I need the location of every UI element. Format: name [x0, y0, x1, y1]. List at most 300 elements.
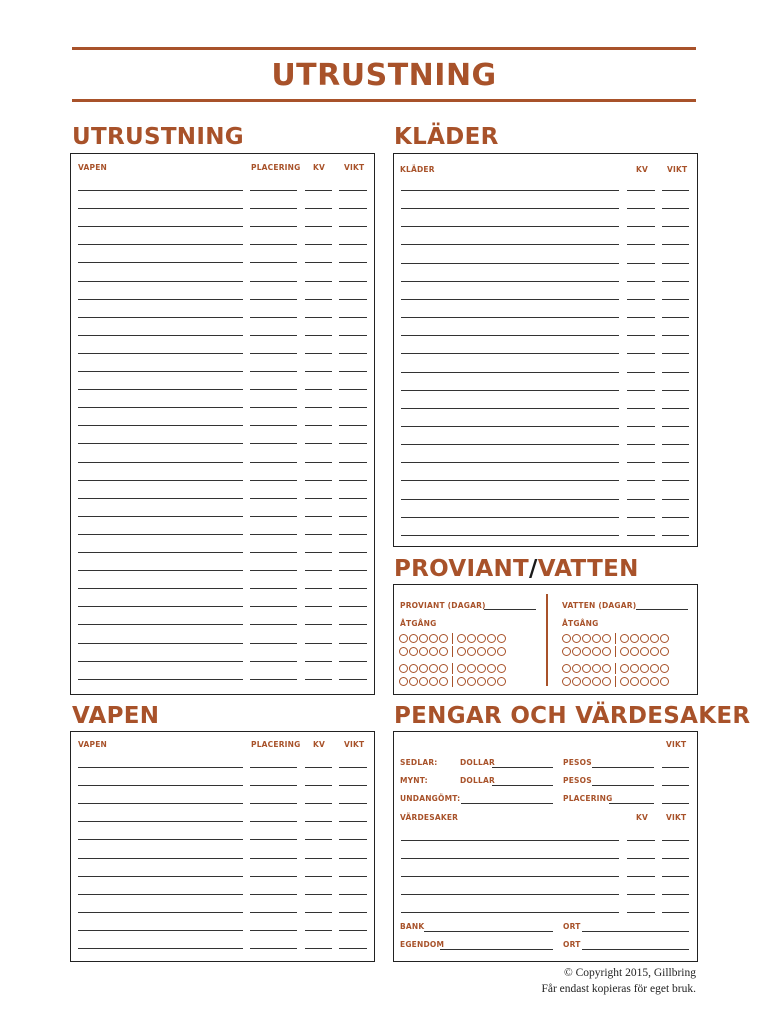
klader-row-11-klader[interactable] — [401, 372, 619, 373]
klader-row-11-vikt[interactable] — [662, 372, 689, 373]
klader-row-3-vikt[interactable] — [662, 226, 689, 227]
klader-row-12-klader[interactable] — [401, 390, 619, 391]
vatten-checkbox-circle[interactable] — [572, 664, 581, 673]
klader-row-5-kv[interactable] — [627, 263, 655, 264]
utrustning-row-7-placering[interactable] — [250, 299, 297, 300]
vapen-row-2-placering[interactable] — [250, 785, 297, 786]
vatten-checkbox-circle[interactable] — [660, 647, 669, 656]
utrustning-row-7-vapen[interactable] — [78, 299, 243, 300]
utrustning-row-5-vikt[interactable] — [339, 262, 367, 263]
vatten-checkbox-circle[interactable] — [650, 664, 659, 673]
vapen-row-8-vikt[interactable] — [339, 894, 367, 895]
klader-row-14-vikt[interactable] — [662, 426, 689, 427]
vapen-row-6-kv[interactable] — [305, 858, 332, 859]
vardesaker-row-3-kv[interactable] — [627, 876, 655, 877]
klader-row-6-vikt[interactable] — [662, 281, 689, 282]
utrustning-row-17-vapen[interactable] — [78, 480, 243, 481]
vatten-checkbox-circle[interactable] — [620, 664, 629, 673]
utrustning-row-2-vikt[interactable] — [339, 208, 367, 209]
vapen-row-3-placering[interactable] — [250, 803, 297, 804]
vardesaker-row-1-vikt[interactable] — [662, 840, 689, 841]
utrustning-row-13-vikt[interactable] — [339, 407, 367, 408]
klader-row-12-kv[interactable] — [627, 390, 655, 391]
utrustning-row-4-placering[interactable] — [250, 244, 297, 245]
utrustning-row-25-placering[interactable] — [250, 624, 297, 625]
vatten-checkbox-circle[interactable] — [660, 634, 669, 643]
utrustning-row-9-vapen[interactable] — [78, 335, 243, 336]
utrustning-row-6-placering[interactable] — [250, 281, 297, 282]
sedlar-dollar-line[interactable] — [492, 767, 553, 768]
proviant-checkbox-circle[interactable] — [477, 634, 486, 643]
utrustning-row-1-vikt[interactable] — [339, 190, 367, 191]
proviant-checkbox-circle[interactable] — [487, 677, 496, 686]
utrustning-row-22-placering[interactable] — [250, 570, 297, 571]
utrustning-row-27-vapen[interactable] — [78, 661, 243, 662]
utrustning-row-11-vikt[interactable] — [339, 371, 367, 372]
vapen-row-4-kv[interactable] — [305, 821, 332, 822]
vatten-checkbox-circle[interactable] — [572, 677, 581, 686]
proviant-checkbox-circle[interactable] — [497, 677, 506, 686]
klader-row-4-kv[interactable] — [627, 244, 655, 245]
vapen-row-11-vapen[interactable] — [78, 948, 243, 949]
proviant-checkbox-circle[interactable] — [439, 677, 448, 686]
utrustning-row-12-vikt[interactable] — [339, 389, 367, 390]
vapen-row-8-placering[interactable] — [250, 894, 297, 895]
utrustning-row-4-vikt[interactable] — [339, 244, 367, 245]
vatten-checkbox-circle[interactable] — [602, 664, 611, 673]
klader-row-13-kv[interactable] — [627, 408, 655, 409]
vapen-row-7-kv[interactable] — [305, 876, 332, 877]
vatten-checkbox-circle[interactable] — [640, 664, 649, 673]
vapen-row-7-vapen[interactable] — [78, 876, 243, 877]
proviant-checkbox-circle[interactable] — [419, 634, 428, 643]
klader-row-9-vikt[interactable] — [662, 335, 689, 336]
utrustning-row-22-vikt[interactable] — [339, 570, 367, 571]
utrustning-row-14-vikt[interactable] — [339, 425, 367, 426]
utrustning-row-22-vapen[interactable] — [78, 570, 243, 571]
utrustning-row-12-kv[interactable] — [305, 389, 332, 390]
mynt-dollar-line[interactable] — [492, 785, 553, 786]
proviant-checkbox-circle[interactable] — [409, 634, 418, 643]
proviant-checkbox-circle[interactable] — [439, 647, 448, 656]
utrustning-row-23-vikt[interactable] — [339, 588, 367, 589]
proviant-checkbox-circle[interactable] — [477, 647, 486, 656]
utrustning-row-27-vikt[interactable] — [339, 661, 367, 662]
vapen-row-8-kv[interactable] — [305, 894, 332, 895]
utrustning-row-25-vapen[interactable] — [78, 624, 243, 625]
undangomt-line[interactable] — [461, 803, 553, 804]
vatten-checkbox-circle[interactable] — [640, 647, 649, 656]
utrustning-row-10-kv[interactable] — [305, 353, 332, 354]
utrustning-row-23-placering[interactable] — [250, 588, 297, 589]
utrustning-row-21-vikt[interactable] — [339, 552, 367, 553]
proviant-checkbox-circle[interactable] — [487, 664, 496, 673]
proviant-checkbox-circle[interactable] — [409, 647, 418, 656]
vatten-checkbox-circle[interactable] — [630, 647, 639, 656]
vatten-checkbox-circle[interactable] — [562, 677, 571, 686]
utrustning-row-2-kv[interactable] — [305, 208, 332, 209]
bank-line[interactable] — [424, 931, 553, 932]
proviant-checkbox-circle[interactable] — [487, 634, 496, 643]
mynt-vikt-line[interactable] — [662, 785, 689, 786]
proviant-checkbox-circle[interactable] — [487, 647, 496, 656]
proviant-checkbox-circle[interactable] — [457, 677, 466, 686]
klader-row-8-kv[interactable] — [627, 317, 655, 318]
utrustning-row-27-placering[interactable] — [250, 661, 297, 662]
klader-row-8-klader[interactable] — [401, 317, 619, 318]
undangomt-vikt-line[interactable] — [662, 803, 689, 804]
klader-row-5-klader[interactable] — [401, 263, 619, 264]
vatten-checkbox-circle[interactable] — [620, 634, 629, 643]
vapen-row-6-vapen[interactable] — [78, 858, 243, 859]
klader-row-1-vikt[interactable] — [662, 190, 689, 191]
vardesaker-row-4-vikt[interactable] — [662, 894, 689, 895]
utrustning-row-6-vapen[interactable] — [78, 281, 243, 282]
klader-row-17-klader[interactable] — [401, 480, 619, 481]
vatten-checkbox-circle[interactable] — [620, 677, 629, 686]
vatten-checkbox-circle[interactable] — [592, 664, 601, 673]
vapen-row-10-vapen[interactable] — [78, 930, 243, 931]
proviant-checkbox-circle[interactable] — [467, 677, 476, 686]
utrustning-row-7-kv[interactable] — [305, 299, 332, 300]
klader-row-13-klader[interactable] — [401, 408, 619, 409]
utrustning-row-18-vikt[interactable] — [339, 498, 367, 499]
vatten-checkbox-circle[interactable] — [620, 647, 629, 656]
klader-row-10-vikt[interactable] — [662, 353, 689, 354]
utrustning-row-1-kv[interactable] — [305, 190, 332, 191]
vapen-row-5-vapen[interactable] — [78, 839, 243, 840]
proviant-checkbox-circle[interactable] — [399, 647, 408, 656]
utrustning-row-5-kv[interactable] — [305, 262, 332, 263]
utrustning-row-20-placering[interactable] — [250, 534, 297, 535]
utrustning-row-17-vikt[interactable] — [339, 480, 367, 481]
utrustning-row-9-kv[interactable] — [305, 335, 332, 336]
klader-row-7-klader[interactable] — [401, 299, 619, 300]
vatten-checkbox-circle[interactable] — [660, 664, 669, 673]
utrustning-row-24-vikt[interactable] — [339, 606, 367, 607]
klader-row-15-vikt[interactable] — [662, 444, 689, 445]
vapen-row-9-vapen[interactable] — [78, 912, 243, 913]
klader-row-15-klader[interactable] — [401, 444, 619, 445]
utrustning-row-8-vapen[interactable] — [78, 317, 243, 318]
proviant-checkbox-circle[interactable] — [439, 664, 448, 673]
bank-ort-line[interactable] — [582, 931, 689, 932]
vatten-checkbox-circle[interactable] — [630, 677, 639, 686]
vatten-checkbox-circle[interactable] — [592, 647, 601, 656]
utrustning-row-28-placering[interactable] — [250, 679, 297, 680]
klader-row-2-kv[interactable] — [627, 208, 655, 209]
utrustning-row-6-kv[interactable] — [305, 281, 332, 282]
vatten-checkbox-circle[interactable] — [602, 634, 611, 643]
klader-row-20-klader[interactable] — [401, 535, 619, 536]
utrustning-row-11-kv[interactable] — [305, 371, 332, 372]
klader-row-19-kv[interactable] — [627, 517, 655, 518]
vardesaker-row-3-vikt[interactable] — [662, 876, 689, 877]
sedlar-vikt-line[interactable] — [662, 767, 689, 768]
egendom-ort-line[interactable] — [582, 949, 689, 950]
vapen-row-5-vikt[interactable] — [339, 839, 367, 840]
klader-row-11-kv[interactable] — [627, 372, 655, 373]
utrustning-row-19-placering[interactable] — [250, 516, 297, 517]
utrustning-row-12-placering[interactable] — [250, 389, 297, 390]
utrustning-row-20-vapen[interactable] — [78, 534, 243, 535]
klader-row-17-vikt[interactable] — [662, 480, 689, 481]
vatten-dagar-line[interactable] — [636, 609, 688, 610]
utrustning-row-10-vikt[interactable] — [339, 353, 367, 354]
vapen-row-2-vapen[interactable] — [78, 785, 243, 786]
utrustning-row-18-placering[interactable] — [250, 498, 297, 499]
utrustning-row-26-placering[interactable] — [250, 643, 297, 644]
utrustning-row-15-vapen[interactable] — [78, 443, 243, 444]
utrustning-row-28-kv[interactable] — [305, 679, 332, 680]
vatten-checkbox-circle[interactable] — [640, 634, 649, 643]
vapen-row-3-vikt[interactable] — [339, 803, 367, 804]
vatten-checkbox-circle[interactable] — [562, 664, 571, 673]
utrustning-row-11-placering[interactable] — [250, 371, 297, 372]
klader-row-18-vikt[interactable] — [662, 499, 689, 500]
vardesaker-row-2-vardesaker[interactable] — [401, 858, 619, 859]
utrustning-row-19-vikt[interactable] — [339, 516, 367, 517]
vardesaker-row-1-vardesaker[interactable] — [401, 840, 619, 841]
vapen-row-11-vikt[interactable] — [339, 948, 367, 949]
utrustning-row-17-kv[interactable] — [305, 480, 332, 481]
vapen-row-5-placering[interactable] — [250, 839, 297, 840]
utrustning-row-3-vapen[interactable] — [78, 226, 243, 227]
vapen-row-3-vapen[interactable] — [78, 803, 243, 804]
klader-row-10-kv[interactable] — [627, 353, 655, 354]
utrustning-row-4-kv[interactable] — [305, 244, 332, 245]
klader-row-19-vikt[interactable] — [662, 517, 689, 518]
utrustning-row-2-vapen[interactable] — [78, 208, 243, 209]
vatten-checkbox-circle[interactable] — [650, 647, 659, 656]
klader-row-4-klader[interactable] — [401, 244, 619, 245]
klader-row-14-klader[interactable] — [401, 426, 619, 427]
vardesaker-row-3-vardesaker[interactable] — [401, 876, 619, 877]
vapen-row-7-vikt[interactable] — [339, 876, 367, 877]
vatten-checkbox-circle[interactable] — [602, 647, 611, 656]
utrustning-row-15-vikt[interactable] — [339, 443, 367, 444]
vapen-row-10-kv[interactable] — [305, 930, 332, 931]
proviant-checkbox-circle[interactable] — [399, 634, 408, 643]
utrustning-row-13-vapen[interactable] — [78, 407, 243, 408]
klader-row-16-kv[interactable] — [627, 462, 655, 463]
utrustning-row-10-vapen[interactable] — [78, 353, 243, 354]
utrustning-row-20-vikt[interactable] — [339, 534, 367, 535]
proviant-checkbox-circle[interactable] — [439, 634, 448, 643]
vatten-checkbox-circle[interactable] — [592, 677, 601, 686]
proviant-checkbox-circle[interactable] — [419, 677, 428, 686]
vapen-row-9-vikt[interactable] — [339, 912, 367, 913]
klader-row-4-vikt[interactable] — [662, 244, 689, 245]
vatten-checkbox-circle[interactable] — [592, 634, 601, 643]
vardesaker-row-2-kv[interactable] — [627, 858, 655, 859]
sedlar-pesos-line[interactable] — [592, 767, 654, 768]
proviant-checkbox-circle[interactable] — [409, 664, 418, 673]
utrustning-row-23-kv[interactable] — [305, 588, 332, 589]
utrustning-row-24-placering[interactable] — [250, 606, 297, 607]
utrustning-row-23-vapen[interactable] — [78, 588, 243, 589]
klader-row-6-kv[interactable] — [627, 281, 655, 282]
klader-row-18-klader[interactable] — [401, 499, 619, 500]
utrustning-row-1-placering[interactable] — [250, 190, 297, 191]
proviant-checkbox-circle[interactable] — [497, 664, 506, 673]
utrustning-row-19-kv[interactable] — [305, 516, 332, 517]
utrustning-row-18-vapen[interactable] — [78, 498, 243, 499]
proviant-checkbox-circle[interactable] — [429, 677, 438, 686]
proviant-checkbox-circle[interactable] — [409, 677, 418, 686]
utrustning-row-10-placering[interactable] — [250, 353, 297, 354]
vardesaker-row-1-kv[interactable] — [627, 840, 655, 841]
vapen-row-4-vapen[interactable] — [78, 821, 243, 822]
vapen-row-9-placering[interactable] — [250, 912, 297, 913]
vapen-row-1-vapen[interactable] — [78, 767, 243, 768]
utrustning-row-26-vapen[interactable] — [78, 643, 243, 644]
utrustning-row-6-vikt[interactable] — [339, 281, 367, 282]
klader-row-1-kv[interactable] — [627, 190, 655, 191]
utrustning-row-13-placering[interactable] — [250, 407, 297, 408]
utrustning-row-4-vapen[interactable] — [78, 244, 243, 245]
vatten-checkbox-circle[interactable] — [562, 634, 571, 643]
klader-row-10-klader[interactable] — [401, 353, 619, 354]
klader-row-1-klader[interactable] — [401, 190, 619, 191]
utrustning-row-1-vapen[interactable] — [78, 190, 243, 191]
klader-row-17-kv[interactable] — [627, 480, 655, 481]
klader-row-15-kv[interactable] — [627, 444, 655, 445]
klader-row-9-klader[interactable] — [401, 335, 619, 336]
vatten-checkbox-circle[interactable] — [630, 634, 639, 643]
utrustning-row-21-vapen[interactable] — [78, 552, 243, 553]
proviant-checkbox-circle[interactable] — [419, 647, 428, 656]
klader-row-7-kv[interactable] — [627, 299, 655, 300]
vapen-row-11-placering[interactable] — [250, 948, 297, 949]
klader-row-18-kv[interactable] — [627, 499, 655, 500]
klader-row-3-kv[interactable] — [627, 226, 655, 227]
proviant-checkbox-circle[interactable] — [429, 664, 438, 673]
klader-row-20-kv[interactable] — [627, 535, 655, 536]
proviant-checkbox-circle[interactable] — [477, 664, 486, 673]
vardesaker-row-2-vikt[interactable] — [662, 858, 689, 859]
utrustning-row-3-placering[interactable] — [250, 226, 297, 227]
klader-row-5-vikt[interactable] — [662, 263, 689, 264]
utrustning-row-16-vapen[interactable] — [78, 462, 243, 463]
utrustning-row-14-kv[interactable] — [305, 425, 332, 426]
utrustning-row-16-kv[interactable] — [305, 462, 332, 463]
vardesaker-row-4-vardesaker[interactable] — [401, 894, 619, 895]
vapen-row-1-kv[interactable] — [305, 767, 332, 768]
utrustning-row-22-kv[interactable] — [305, 570, 332, 571]
proviant-checkbox-circle[interactable] — [497, 634, 506, 643]
vapen-row-1-placering[interactable] — [250, 767, 297, 768]
proviant-checkbox-circle[interactable] — [429, 634, 438, 643]
proviant-checkbox-circle[interactable] — [497, 647, 506, 656]
vatten-checkbox-circle[interactable] — [572, 647, 581, 656]
utrustning-row-8-kv[interactable] — [305, 317, 332, 318]
utrustning-row-15-placering[interactable] — [250, 443, 297, 444]
vapen-row-2-vikt[interactable] — [339, 785, 367, 786]
vapen-row-6-placering[interactable] — [250, 858, 297, 859]
klader-row-19-klader[interactable] — [401, 517, 619, 518]
proviant-checkbox-circle[interactable] — [457, 664, 466, 673]
klader-row-16-vikt[interactable] — [662, 462, 689, 463]
utrustning-row-5-placering[interactable] — [250, 262, 297, 263]
utrustning-row-25-vikt[interactable] — [339, 624, 367, 625]
vatten-checkbox-circle[interactable] — [640, 677, 649, 686]
utrustning-row-12-vapen[interactable] — [78, 389, 243, 390]
egendom-line[interactable] — [440, 949, 553, 950]
utrustning-row-16-vikt[interactable] — [339, 462, 367, 463]
klader-row-6-klader[interactable] — [401, 281, 619, 282]
vapen-row-10-placering[interactable] — [250, 930, 297, 931]
utrustning-row-13-kv[interactable] — [305, 407, 332, 408]
utrustning-row-8-placering[interactable] — [250, 317, 297, 318]
utrustning-row-26-kv[interactable] — [305, 643, 332, 644]
vapen-row-4-placering[interactable] — [250, 821, 297, 822]
klader-row-3-klader[interactable] — [401, 226, 619, 227]
utrustning-row-16-placering[interactable] — [250, 462, 297, 463]
vapen-row-11-kv[interactable] — [305, 948, 332, 949]
utrustning-row-7-vikt[interactable] — [339, 299, 367, 300]
vapen-row-5-kv[interactable] — [305, 839, 332, 840]
vardesaker-row-5-vardesaker[interactable] — [401, 912, 619, 913]
klader-row-7-vikt[interactable] — [662, 299, 689, 300]
vatten-checkbox-circle[interactable] — [582, 634, 591, 643]
proviant-checkbox-circle[interactable] — [467, 664, 476, 673]
vatten-checkbox-circle[interactable] — [572, 634, 581, 643]
utrustning-row-27-kv[interactable] — [305, 661, 332, 662]
vapen-row-1-vikt[interactable] — [339, 767, 367, 768]
vatten-checkbox-circle[interactable] — [650, 677, 659, 686]
utrustning-row-14-vapen[interactable] — [78, 425, 243, 426]
klader-row-16-klader[interactable] — [401, 462, 619, 463]
klader-row-14-kv[interactable] — [627, 426, 655, 427]
utrustning-row-24-vapen[interactable] — [78, 606, 243, 607]
vapen-row-9-kv[interactable] — [305, 912, 332, 913]
utrustning-row-26-vikt[interactable] — [339, 643, 367, 644]
utrustning-row-19-vapen[interactable] — [78, 516, 243, 517]
utrustning-row-18-kv[interactable] — [305, 498, 332, 499]
utrustning-row-21-kv[interactable] — [305, 552, 332, 553]
vatten-checkbox-circle[interactable] — [660, 677, 669, 686]
vapen-row-3-kv[interactable] — [305, 803, 332, 804]
proviant-checkbox-circle[interactable] — [477, 677, 486, 686]
utrustning-row-28-vapen[interactable] — [78, 679, 243, 680]
utrustning-row-3-kv[interactable] — [305, 226, 332, 227]
proviant-checkbox-circle[interactable] — [457, 634, 466, 643]
proviant-checkbox-circle[interactable] — [399, 677, 408, 686]
vatten-checkbox-circle[interactable] — [582, 664, 591, 673]
mynt-pesos-line[interactable] — [592, 785, 654, 786]
vapen-row-6-vikt[interactable] — [339, 858, 367, 859]
proviant-checkbox-circle[interactable] — [457, 647, 466, 656]
utrustning-row-15-kv[interactable] — [305, 443, 332, 444]
utrustning-row-17-placering[interactable] — [250, 480, 297, 481]
vapen-row-10-vikt[interactable] — [339, 930, 367, 931]
utrustning-row-20-kv[interactable] — [305, 534, 332, 535]
placering-line[interactable] — [609, 803, 654, 804]
utrustning-row-21-placering[interactable] — [250, 552, 297, 553]
vardesaker-row-4-kv[interactable] — [627, 894, 655, 895]
vatten-checkbox-circle[interactable] — [630, 664, 639, 673]
proviant-checkbox-circle[interactable] — [399, 664, 408, 673]
klader-row-9-kv[interactable] — [627, 335, 655, 336]
klader-row-8-vikt[interactable] — [662, 317, 689, 318]
klader-row-13-vikt[interactable] — [662, 408, 689, 409]
vardesaker-row-5-vikt[interactable] — [662, 912, 689, 913]
utrustning-row-11-vapen[interactable] — [78, 371, 243, 372]
utrustning-row-3-vikt[interactable] — [339, 226, 367, 227]
klader-row-2-klader[interactable] — [401, 208, 619, 209]
utrustning-row-9-placering[interactable] — [250, 335, 297, 336]
